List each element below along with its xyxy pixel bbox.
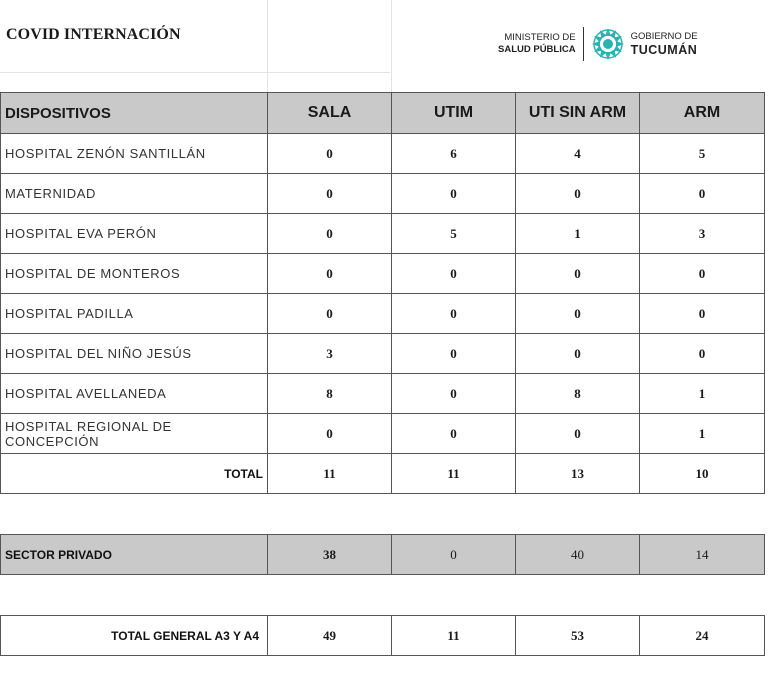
private-uti-sin-arm: 40 <box>516 535 640 575</box>
private-sector-label: SECTOR PRIVADO <box>1 535 268 575</box>
cell-uti-sin-arm: 0 <box>516 254 640 294</box>
private-utim: 0 <box>392 535 516 575</box>
column-header-dispositivos: DISPOSITIVOS <box>1 93 268 134</box>
total-arm: 10 <box>640 454 765 494</box>
cell-arm: 1 <box>640 414 765 454</box>
total-label: TOTAL <box>1 454 268 494</box>
hospital-name: HOSPITAL EVA PERÓN <box>1 214 268 254</box>
cell-utim: 0 <box>392 334 516 374</box>
spacer-row <box>1 494 765 535</box>
cell-arm: 0 <box>640 174 765 214</box>
gridline <box>391 0 392 92</box>
cell-sala: 0 <box>268 214 392 254</box>
total-row <box>1 454 765 494</box>
cell-uti-sin-arm: 0 <box>516 334 640 374</box>
column-header-utim: UTIM <box>392 93 516 134</box>
hospital-name: HOSPITAL PADILLA <box>1 294 268 334</box>
private-sala: 38 <box>268 535 392 575</box>
hospital-name: HOSPITAL REGIONAL DE CONCEPCIÓN <box>1 414 268 454</box>
cell-uti-sin-arm: 0 <box>516 294 640 334</box>
private-sector-row <box>1 535 765 575</box>
government-logo <box>498 24 698 64</box>
cell-utim: 0 <box>392 254 516 294</box>
general-uti-sin-arm: 53 <box>516 616 640 656</box>
table-row <box>1 374 765 414</box>
cell-uti-sin-arm: 1 <box>516 214 640 254</box>
hospital-name: HOSPITAL DE MONTEROS <box>1 254 268 294</box>
ministry-label <box>498 32 576 56</box>
government-line-1: GOBIERNO DE <box>630 31 698 42</box>
cell-sala: 3 <box>268 334 392 374</box>
cell-uti-sin-arm: 0 <box>516 414 640 454</box>
table-row <box>1 254 765 294</box>
cell-utim: 6 <box>392 134 516 174</box>
cell-uti-sin-arm: 0 <box>516 174 640 214</box>
spacer-cell <box>1 494 765 535</box>
cell-sala: 0 <box>268 254 392 294</box>
ministry-line-2: SALUD PÚBLICA <box>498 44 576 55</box>
cell-arm: 5 <box>640 134 765 174</box>
cell-utim: 0 <box>392 174 516 214</box>
internment-table <box>0 92 765 656</box>
private-arm: 14 <box>640 535 765 575</box>
column-header-uti-sin-arm: UTI SIN ARM <box>516 93 640 134</box>
cell-utim: 0 <box>392 294 516 334</box>
cell-sala: 8 <box>268 374 392 414</box>
cell-arm: 0 <box>640 294 765 334</box>
cell-sala: 0 <box>268 294 392 334</box>
gridline <box>0 72 390 73</box>
logo-divider <box>583 27 584 61</box>
column-header-arm: ARM <box>640 93 765 134</box>
column-header-sala: SALA <box>268 93 392 134</box>
general-utim: 11 <box>392 616 516 656</box>
cell-arm: 1 <box>640 374 765 414</box>
cell-utim: 0 <box>392 374 516 414</box>
cell-sala: 0 <box>268 174 392 214</box>
total-sala: 11 <box>268 454 392 494</box>
table-row <box>1 414 765 454</box>
hospital-name: HOSPITAL ZENÓN SANTILLÁN <box>1 134 268 174</box>
cell-arm: 3 <box>640 214 765 254</box>
cell-arm: 0 <box>640 254 765 294</box>
cell-uti-sin-arm: 4 <box>516 134 640 174</box>
table-header-row <box>1 93 765 134</box>
table-row <box>1 134 765 174</box>
hospital-name: HOSPITAL AVELLANEDA <box>1 374 268 414</box>
cell-utim: 5 <box>392 214 516 254</box>
government-label <box>631 31 698 57</box>
table-row <box>1 334 765 374</box>
spacer-row <box>1 575 765 616</box>
total-uti-sin-arm: 13 <box>516 454 640 494</box>
cell-sala: 0 <box>268 134 392 174</box>
table-row <box>1 294 765 334</box>
spacer-cell <box>1 575 765 616</box>
general-total-row <box>1 616 765 656</box>
hospital-name: MATERNIDAD <box>1 174 268 214</box>
cell-utim: 0 <box>392 414 516 454</box>
table-row <box>1 174 765 214</box>
total-utim: 11 <box>392 454 516 494</box>
page-title: COVID INTERNACIÓN <box>6 26 181 43</box>
general-total-label: TOTAL GENERAL A3 Y A4 <box>1 616 268 656</box>
table-row <box>1 214 765 254</box>
general-sala: 49 <box>268 616 392 656</box>
gridline <box>267 0 268 92</box>
general-arm: 24 <box>640 616 765 656</box>
cell-arm: 0 <box>640 334 765 374</box>
tucuman-emblem-icon <box>590 26 626 62</box>
ministry-line-1: MINISTERIO DE <box>504 32 576 43</box>
cell-sala: 0 <box>268 414 392 454</box>
government-line-2: TUCUMÁN <box>630 43 698 57</box>
cell-uti-sin-arm: 8 <box>516 374 640 414</box>
hospital-name: HOSPITAL DEL NIÑO JESÚS <box>1 334 268 374</box>
